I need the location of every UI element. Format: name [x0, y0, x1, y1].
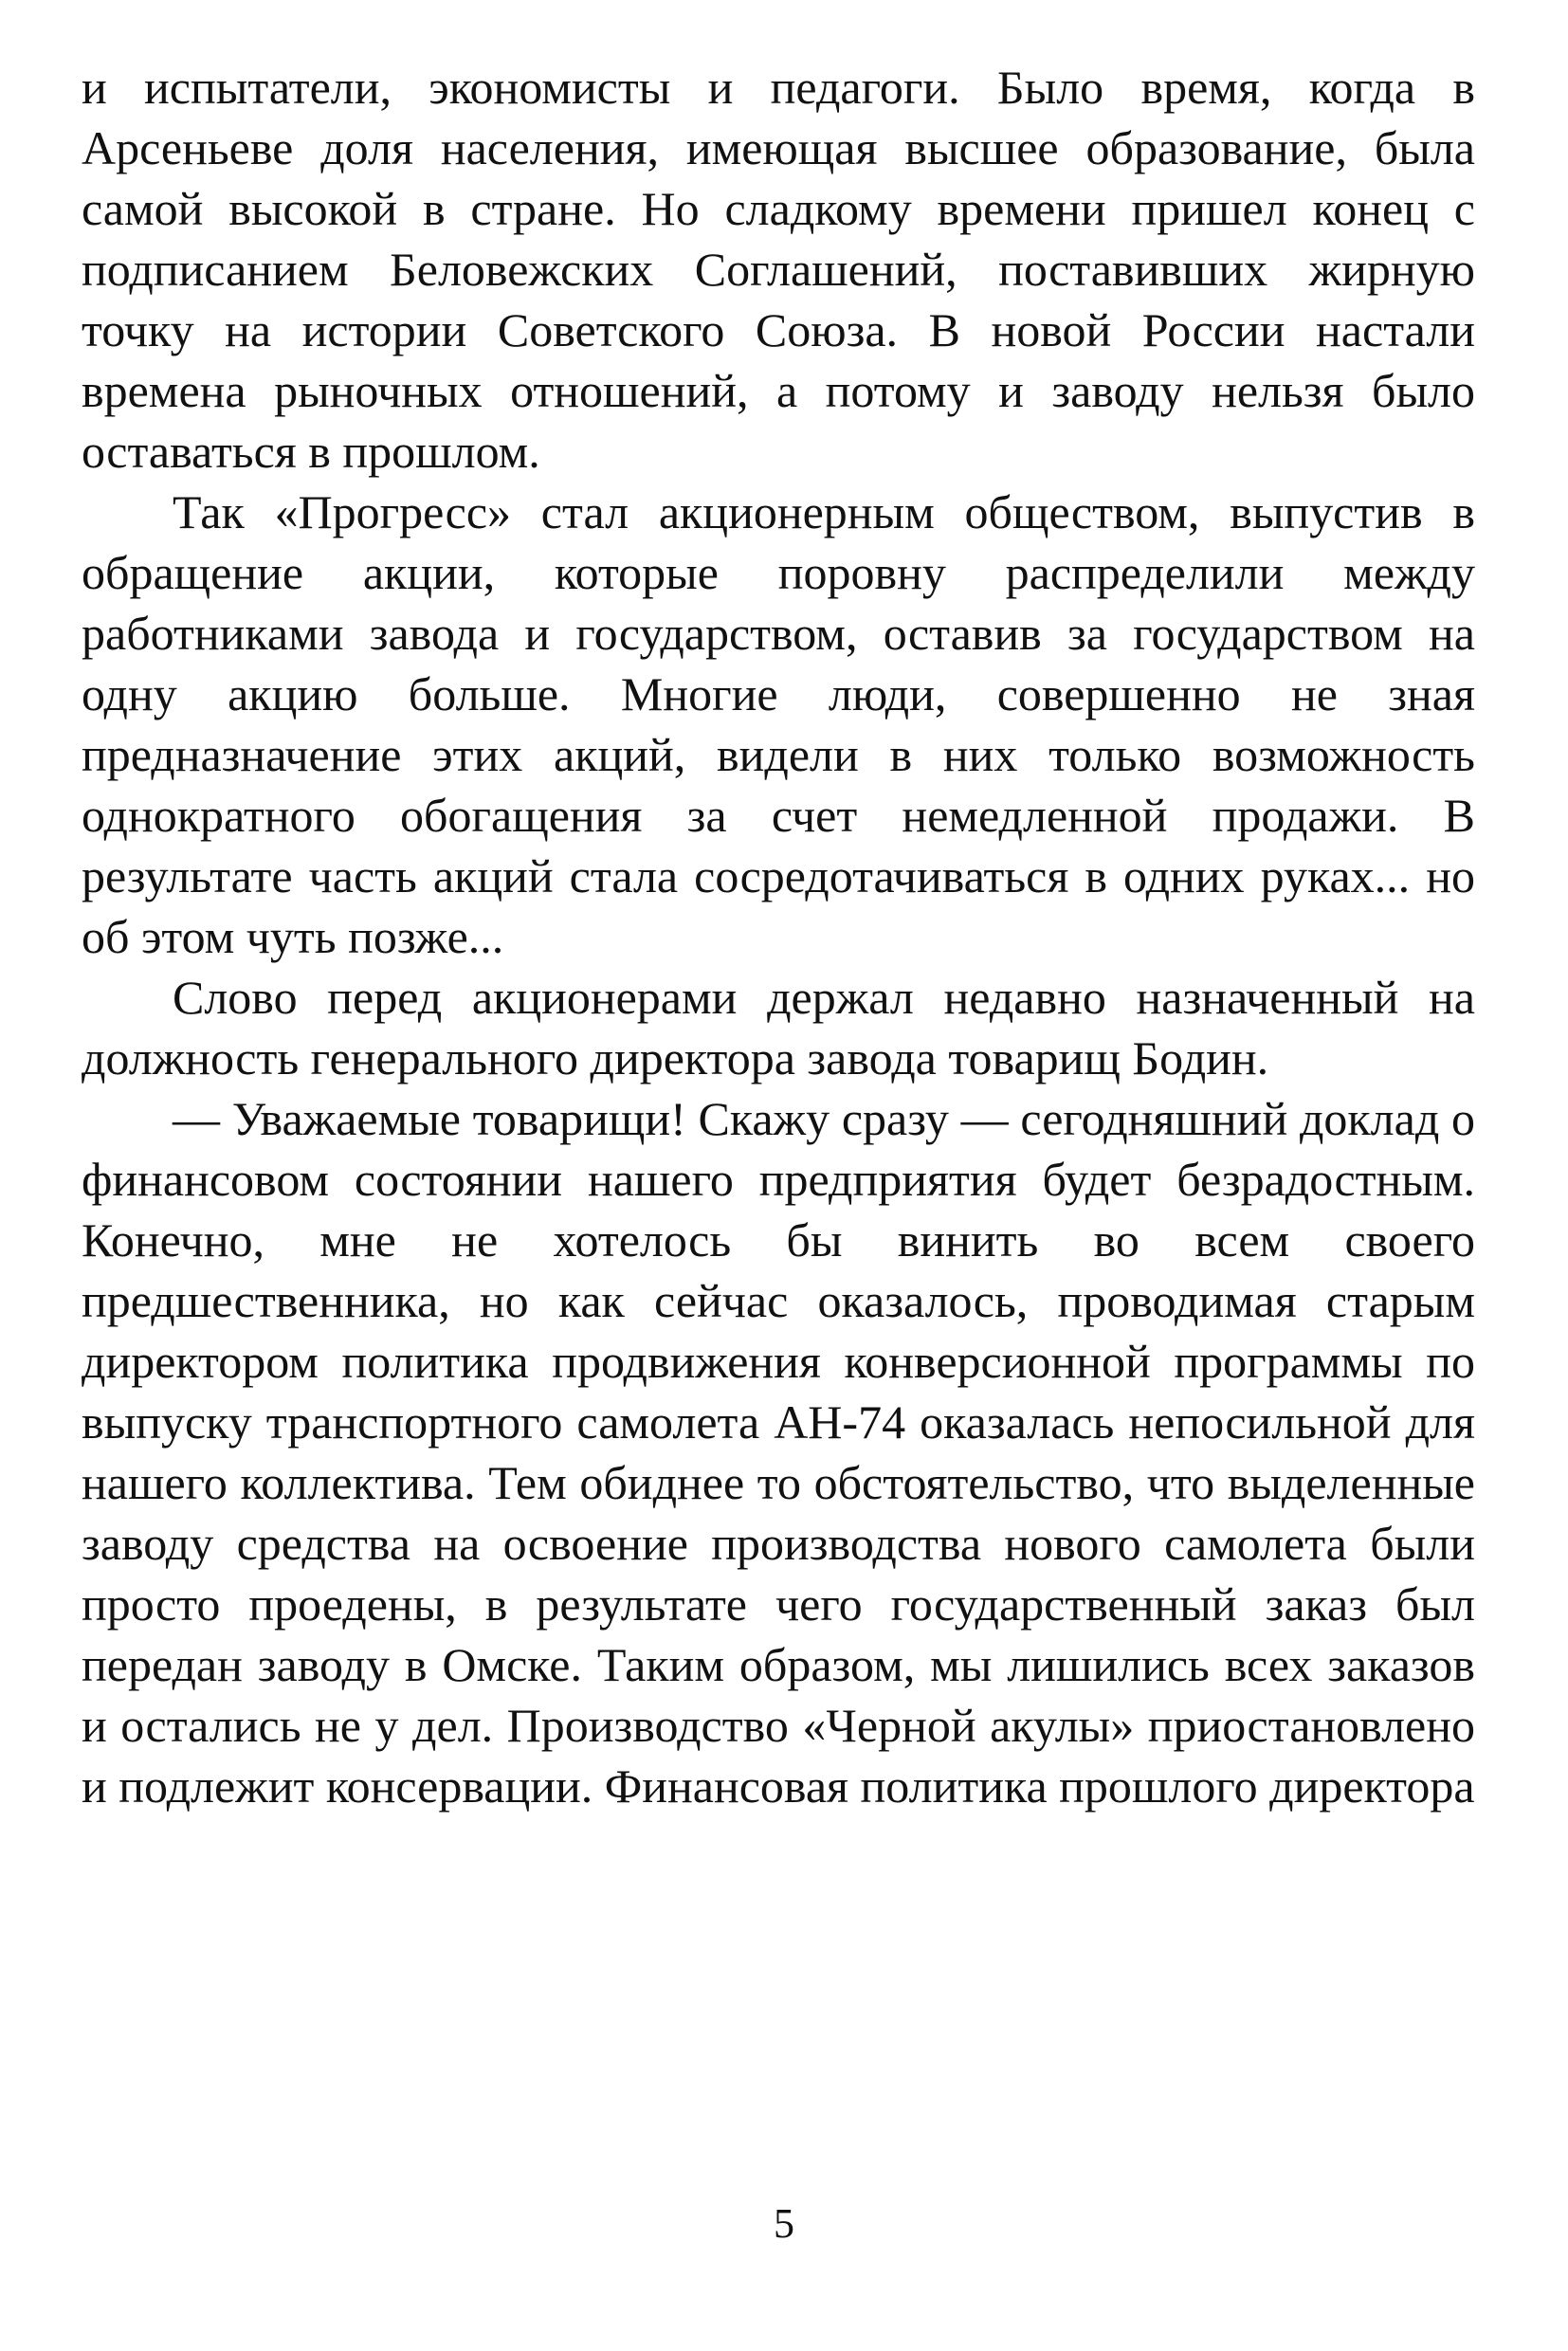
- paragraph-bodin-speech: — Уважаемые товарищи! Скажу сразу — сегодняшний доклад о финансовом состоянии нашего предприятия будет безрадостным. Конечно, мне не хотелось бы винить во всем своего предшественника, но как сейчас оказалось, проводимая старым директором политика продвижения конверсионной программы по выпуску транспортного самолета АН-74 оказалась непосильной для нашего коллектива. Тем обиднее то обстоятельство, что выделенные заводу средства на освоение производства нового самолета были просто проедены, в результате чего государственный заказ был передан заводу в Омске. Таким образом, мы лишились всех заказов и остались не у дел. Производство «Черной акулы» приостановлено и подлежит консервации. Финансовая политика прошлого директора: [82, 1092, 1475, 1813]
- page-number: 5: [774, 2200, 794, 2247]
- paragraph-bodin-intro: Слово перед акционерами держал недавно назначенный на должность генерального директора завода товарищ Бодин.: [82, 971, 1475, 1084]
- paragraph-continuation: и испытатели, экономисты и педагоги. Было время, когда в Арсеньеве доля населения, имеющая высшее образование, была самой высокой в стране. Но сладкому времени пришел конец с подписанием Беловежских Соглашений, поставивших жирную точку на истории Советского Союза. В новой России настали времена рыночных отношений, а потому и заводу нельзя было оставаться в прошлом.: [82, 61, 1475, 478]
- page-body: [82, 57, 1475, 1816]
- paragraph-progress-shares: Так «Прогресс» стал акционерным обществом, выпустив в обращение акции, которые поровну распределили между работниками завода и государством, оставив за государством на одну акцию больше. Многие люди, совершенно не зная предназначение этих акций, видели в них только возможность однократного обогащения за счет немедленной продажи. В результате часть акций стала сосредотачиваться в одних руках... но об этом чуть позже...: [82, 485, 1475, 963]
